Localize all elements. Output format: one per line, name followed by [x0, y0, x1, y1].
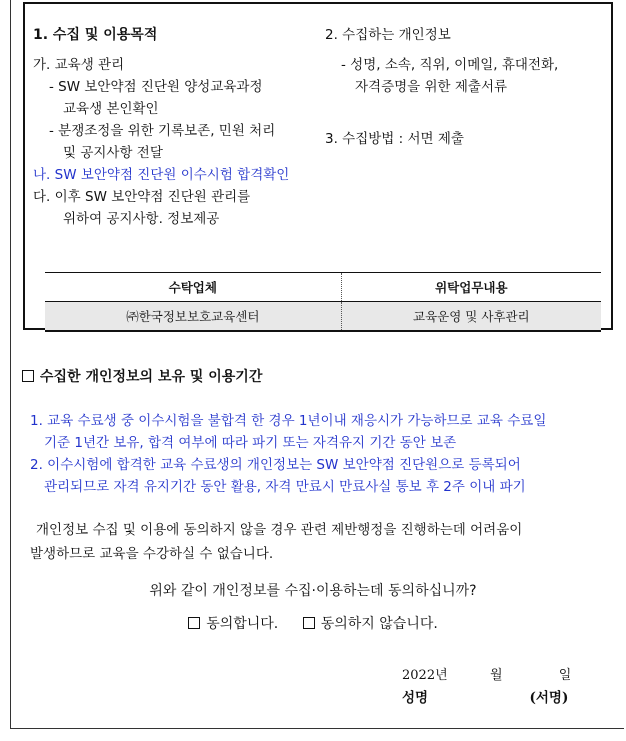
- notice-line: 발생하므로 교육을 수강하실 수 없습니다.: [30, 546, 274, 562]
- consent-question: 위와 같이 개인정보를 수집·이용하는데 동의하십니까?: [149, 583, 477, 599]
- date-year: 2022년: [402, 668, 448, 683]
- notice-line: 개인정보 수집 및 이용에 동의하지 않을 경우 관련 제반행정을 진행하는데 어려움이: [36, 522, 523, 538]
- retention-title-text: 수집한 개인정보의 보유 및 이용기간: [40, 369, 263, 385]
- table-cell: ㈜한국정보보호교육센터: [45, 302, 341, 332]
- disagree-checkbox[interactable]: [303, 617, 315, 629]
- retention-item: 1. 교육 수료생 중 이수시험을 불합격 한 경우 1년이내 재응시가 가능하므로 교육 수료일: [30, 413, 547, 429]
- date-line: [402, 664, 571, 683]
- purpose-item: - 분쟁조정을 위한 기록보존, 민원 처리: [49, 123, 276, 139]
- collected-line: 자격증명을 위한 제출서류: [355, 79, 508, 95]
- table-header: 수탁업체: [45, 273, 341, 302]
- purpose-item: 교육생 본인확인: [63, 101, 159, 117]
- collection-method: 3. 수집방법 : 서면 제출: [325, 131, 464, 147]
- table-header-row: [45, 273, 601, 302]
- collected-title: 2. 수집하는 개인정보: [325, 27, 451, 43]
- agree-label: 동의합니다.: [206, 616, 279, 632]
- date-month: 월: [489, 668, 503, 683]
- agree-checkbox[interactable]: [188, 617, 200, 629]
- purpose-item: - SW 보안약점 진단원 양성교육과정: [49, 79, 263, 95]
- purpose-item: 가. 교육생 관리: [33, 57, 125, 73]
- consign-table: [45, 272, 601, 332]
- date-day: 일: [558, 668, 572, 683]
- sign-label: (서명): [529, 690, 569, 706]
- retention-list: [30, 410, 618, 498]
- purpose-item: 다. 이후 SW 보안약점 진단원 관리를: [33, 189, 251, 205]
- retention-item: 2. 이수시험에 합격한 교육 수료생의 개인정보는 SW 보안약점 진단원으로 등록되어: [30, 457, 521, 473]
- table-header: 위탁업무내용: [341, 273, 601, 302]
- retention-section-title: [22, 366, 262, 386]
- disagree-option[interactable]: [303, 616, 438, 632]
- purpose-title: 1. 수집 및 이용목적: [33, 27, 158, 43]
- retention-item: 관리되므로 자격 유지기간 동안 활용, 자격 만료시 만료사실 통보 후 2주 이내 파기: [44, 479, 526, 495]
- purpose-item: 및 공지사항 전달: [63, 145, 163, 161]
- purpose-section: [33, 24, 323, 230]
- table-row: [45, 302, 601, 332]
- purpose-item: 위하여 공지사항. 정보제공: [63, 211, 220, 227]
- disagree-label: 동의하지 않습니다.: [320, 616, 438, 632]
- square-bullet-icon: [22, 370, 34, 382]
- collected-line: - 성명, 소속, 직위, 이메일, 휴대전화,: [341, 57, 559, 73]
- refusal-notice: [30, 518, 618, 566]
- agree-option[interactable]: [188, 616, 278, 632]
- signature-line: [402, 686, 568, 706]
- collected-section: [325, 24, 605, 150]
- consent-choices: [0, 613, 626, 633]
- purpose-item: 나. SW 보안약점 진단원 이수시험 합격확인: [33, 167, 290, 183]
- name-label: 성명: [402, 690, 429, 706]
- retention-item: 기준 1년간 보유, 합격 여부에 따라 파기 또는 자격유지 기간 동안 보존: [44, 435, 457, 451]
- consent-summary-box: [23, 2, 613, 330]
- table-cell: 교육운영 및 사후관리: [341, 302, 601, 332]
